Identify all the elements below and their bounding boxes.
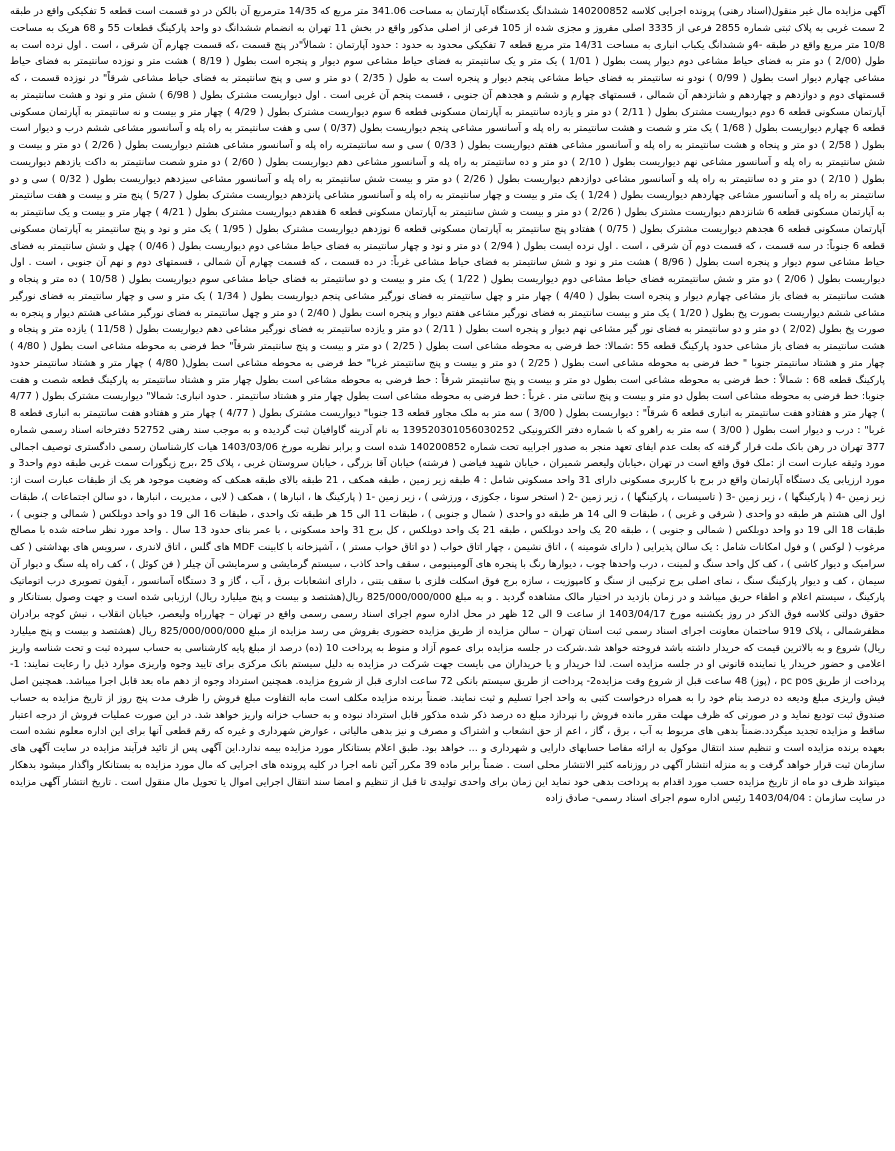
auction-notice-text (10, 4, 885, 808)
notice-heading: آگهی مزایده مال غیر منقول(اسناد رهنی) پرونده اجرایی کلاسه 140200852 (571, 6, 885, 17)
notice-body: ششدانگ یکدستگاه آپارتمان به مساحت 341.06 متر مربع که 14/35 مترمربع آن بالکن در دو قسمت است قطعه 5 تفکیکی واقع در طبقه 2 سمت غربی به پلاک ثبتی شماره 2855 فرعی از 3335 اصلی مفروز و مجزی شده از 105 فرعی از اصلی مذکور واقع در بخش 11 تهران به انضمام ششدانگ دو واحد پارکینگ قطعات 55 و 68 هریک به مساحت 10/8 متر مربع واقع در طبقه -4و ششدانگ یکباب انباری به مساحت 14/31 متر مربع قطعه 7 تفکیکی محدود به حدود : حدود آپارتمان : شمالاً"در پنج قسمت ،که قسمت چهارم آن شرقی ، است . اول نرده است به طول (2/00 ) دو متر به فضای حیاط مشاعی دوم دیوار پست بطول ( 1/01 ) یک متر و یک سانتیمتر به فضای حیاط مشاعی سوم دیوار و پنجره است بطول ( 8/19 ) هشت متر و نوزده سانتیمتر به فضای حیاط مشاعی چهارم دیوار است بطول ( 0/99 ) نودو نه سانتیمتر به فضای حیاط مشاعی پنجم دیوار و پنجره است به طول ( 2/35 ) دو متر و سی و پنج سانتیمتر به فضای حیاط مشاعی شرقاً" در نوزده قسمت ، که قسمتهای دوم و دوازدهم و چهاردهم و شانزدهم آن شمالی ، قسمتهای چهارم و ششم و هجدهم آن جنوبی ، قسمت پنجم آن غربی است . اول دیواریست مشترک بطول ( 6/98 ) شش متر و نود و هشت سانتیمتر به آپارتمان مسکونی قطعه 6 دوم دیواریست مشترک بطول ( 2/11 ) دو متر و یازده سانتیمتر به آپارتمان مسکونی قطعه 6 سوم دیواریست مشترک بطول ( 4/29 ) چهار متر و بیست و نه سانتیمتر به آپارتمان مسکونی قطعه 6 چهارم دیواریست بطول ( 1/68 ) یک متر و شصت و هشت سانتیمتر به راه پله و آسانسور مشاعی پنجم دیواریست بطول (0/37 ) سی و هفت سانتیمتر به راه پله و آسانسور مشاعی ششم درب و دیوار است بطول ( 2/58 ) دو متر و پنجاه و هشت سانتیمتر به راه پله و آسانسور مشاعی هفتم دیواریست بطول ( 0/33 ) سی و سه سانتیمتربه راه پله و آسانسور مشاعی هشتم دیواریست بطول ( 2/26 ) دو متر و بیست و شش سانتیمتر به راه پله و آسانسور مشاعی نهم دیواریست بطول ( 2/10 ) دو متر و ده سانتیمتر به راه پله و آسانسور مشاعی دهم دیواریست بطول ( 2/60 ) دو مترو شصت سانتیمتر به داکت یازدهم دیواریست بطول ( 2/10 ) دو متر و ده سانتیمتر به راه پله و آسانسور مشاعی دوازدهم دیواریست بطول ( 2/26 ) دو متر و بیست شش سانتیمتر به راه پله و آسانسور مشاعی سیزدهم دیواریست بطول ( 0/32 ) سی و دو سانتیمتر به راه پله و آسانسور مشاعی چهاردهم دیواریست بطول ( 1/24 ) یک متر و بیست و چهار سانتیمتر به راه پله و آسانسور مشاعی پانزدهم دیواریست مشترک بطول ( 5/27 ) پنج متر و بیست و هفت سانتیمتر به آپارتمان مسکونی قطعه 6 شانزدهم دیواریست مشترک بطول ( 2/26 ) دو متر و بیست و شش سانتیمتر به آپارتمان مسکونی قطعه 6 هفدهم دیواریست مشترک بطول ( 4/21 ) چهار متر و بیست و یک سانتیمتر به آپارتمان مسکونی قطعه 6 هجدهم دیواریست مشترک بطول ( 0/75 ) هفتادو پنج سانتیمتر به آپارتمان مسکونی قطعه 6 نوزدهم دیواریست مشترک بطول ( 1/95 ) یک متر و نود و پنج سانتیمتر به آپارتمان مسکونی قطعه 6 جنوباً: در سه قسمت ، که قسمت دوم آن شرقی ، است . اول نرده ایست بطول ( 2/94 ) دو متر و نود و چهار سانتیمتر به فضای حیاط مشاعی دوم دیواریست بطول ( 0/46 ) چهل و شش سانتیمتر به فضای حیاط مشاعی سوم دیوار و پنجره است بطول ( 8/96 ) هشت متر و نود و شش سانتیمتر به فضای حیاط مشاعی غرباً: در ده قسمت ، که قسمت چهارم آن شمالی ، قسمتهای دوم و نهم آن جنوبی ، است . اول دیواریست بطول ( 2/06 ) دو متر و شش سانتیمتربه فضای حیاط مشاعی دوم دیواریست بطول ( 1/22 ) یک متر و بیست و دو سانتیمتر به فضای حیاط مشاعی سوم دیواریست بطول ( 10/58 ) ده متر و پنجاه و هشت سانتیمتر به فضای باز مشاعی چهارم دیوار و پنجره است بطول ( 4/40 ) چهار متر و چهل سانتیمتر به فضای نورگیر مشاعی پنجم دیواریست بطول ( 1/34 ) یک متر و سی و چهار سانتیمتر به فضای نورگیر مشاعی ششم دیواریست بصورت پخ بطول ( 1/20 ) یک متر و بیست سانتیمتر به فضای نورگیر مشاعی هفتم دیوار و پنجره است بطول ( 2/40 ) دو متر و چهل سانتیمتر به فضای نورگیر مشاعی هشتم دیوار و پنجره به صورت پخ بطول (2/02 ) دو متر و دو سانتیمتر به فضای نور گیر مشاعی نهم دیوار و پنجره است بطول ( 2/11 ) دو متر و یازده سانتیمتر به فضای نورگیر مشاعی دهم دیواریست بطول ( 11/58 ) یازده متر و پنجاه و هشت سانتیمتر به فضای باز مشاعی حدود پارکینگ قطعه 55 :شمالا: خط فرضی به محوطه مشاعی است بطول ( 2/25 ) دو متر و بیست و پنج سانتیمتر شرقاً" خط فرضی به محوطه مشاعی است بطول ( 4/80 ) چهار متر و هشتاد سانتیمتر جنوبا " خط فرضی به محوطه مشاعی است بطول ( 2/25 ) دو متر و بیست و پنج سانتیمتر غربا" خط فرضی به محوطه مشاعی است بطول( 4/80 ) چهار متر و هشتاد سانتیمتر حدود پارکینگ قطعه 68 : شمالاً : خط فرضی به محوطه مشاعی است بطول دو متر و بیست و پنج سانتیمتر شرقاً : خط فرضی به محوطه مشاعی است بطول چهار متر و هشتاد سانتیمتر به پارکینگ قطعه شصت و هفت جنوبا: خط فرضی به محوطه مشاعی است بطول دو متر و بیست و پنج سانتی متر . غرباً : خط فرضی به محوطه مشاعی است بطول چهار متر و هشتاد سانتیمتر . حدود انباری: شمالا" دیواریست مشترک بطول ( 4/77 ) چهار متر و هفتادو هفت سانتیمتر به انباری قطعه 6 شرقاً" : دیواریست بطول ( 3/00 ) سه متر به ملک مجاور قطعه 13 جنوبا" دیواریست مشترک بطول ( 4/77 ) چهار متر و هفتادو هفت سانتیمتر به انباری قطعه 8 غربا" : درب و دیوار است بطول ( 3/00 ) سه متر به راهرو که با شماره دفتر الکترونیکی 139520301056030252 به نام آدرینه گاوافیان ثبت گردیده و به موجب سند رهنی 52752 دفترخانه اسناد رسمی شماره 377 تهران در رهن بانک ملت قرار گرفته که بعلت عدم ایفای تعهد منجر به صدور اجراییه تحت شماره 140200852 شده است و برابر نظریه مورخ 1403/03/06 هیات کارشناسان رسمی دادگستری توصیف اجمالی مورد وثیقه عبارت است از :ملک فوق واقع است در تهران ،خیابان ولیعصر شمیران ، خیابان شهید فیاضی ( فرشته) خیابان آقا بزرگی ، خیابان سروستان غربی ، پلاک 25 ،برج زیگورات سمت غربی طبقه دوم واحد3 و مورد ارزیابی یک دستگاه آپارتمان واقع در برج با کاربری مسکونی دارای 31 واحد مسکونی شامل : 4 طبقه زیر زمین ، طبقه همکف ، 21 طبقه بالای طبقه همکف که وضعیت موجود هر یک از طبقات عبارت است از: زیر زمین -4 ( پارکینگها ) ، زیر زمین -3 ( تاسیسات ، پارکینگها ) ، زیر زمین -2 ( استخر سونا ، جکوزی ، ورزشی ) ، زیر زمین -1 ( پارکینگ ها ، انبارها ) ، همکف ( لابی ، مدیریت ، انبارها ، دو سالن اجتماعات )، طبقات اول الی هشتم هر طبقه دو واحدی ( شرقی و غربی ) ، طبقات 9 الی 14 هر طبقه دو واحدی ( شمال و جنوبی ) ، طبقات 11 الی 15 هر طبقه تک واحدی ، طبقات 16 الی 19 دو واحد دوبلکس ( شمالی و جنوبی ) ، طبقات 18 الی 19 دو واحد دوبلکس ( شمالی و جنوبی ) ، طبقه 20 یک واحد دوبلکس ، طبقه 21 یک واحد دوبلکس ، کل برج 31 واحد مسکونی ، با عمر بنای حدود 13 سال . واحد مورد نظر ساخته شده با مصالح مرغوب ( لوکس ) و فول امکانات شامل : یک سالن پذیرایی ( دارای شومینه ) ، اتاق نشیمن ، چهار اتاق خواب ( دو اتاق خواب مستر ) ، آشپزخانه با کابینت MDF های گلس ، اتاق لاندری ، سرویس های بهداشتی ( کف سرامیک و دیوار کاشی ) ، کف کل واحد سنگ و لمینت ، درب واحدها چوب ، دیوارها رنگ با پنجره های آلومینیومی ، سقف واحد کاذب ، سیستم گرمایشی و سرمایشی آن چیلر ( فن کوئل ) ، کف راه پله سنگ و دیوار آن سیمان ، کف و دیوار پارکینگ سنگ ، نمای اصلی برج ترکیبی از سنگ و کامپوزیت ، سازه برج فوق اسکلت فلزی با سقف بتنی ، دارای انشعابات برق ، آب ، گاز و 3 دستگاه آسانسور ، آیفون تصویری درب اتوماتیک پارکینگ ، سیستم اعلام و اطفاء حریق میباشد و در زمان بازدید در اختیار مالک مشاهده گردید . و به مبلغ 825/000/000/000 ریال(هشتصد و بیست و پنج میلیارد ریال) ارزیابی شده است و جهت وصول بستانکار و حقوق دولتی کلاسه فوق الذکر در روز یکشنبه مورخ 1403/04/17 از ساعت 9 الی 12 ظهر در محل اداره سوم اجرای اسناد رسمی رسمی واقع در تهران – چهارراه ولیعصر، خیابان انقلاب ، نبش کوچه برادران مظفرشمالی ، پلاک 919 ساختمان معاونت اجرای اسناد رسمی ثبت استان تهران – سالن مزایده از طریق مزایده حضوری بفروش می رسد مزایده از مبلغ 825/000/000/000 ریال (هشتصد و بیست و پنج میلیارد ریال) شروع و به بالاترین قیمت که خریدار داشته باشد فروخته خواهد شد.شرکت در جلسه مزایده برای عموم آزاد و منوط به پرداخت 10 (ده) درصد از مبلغ پایه کارشناسی به حساب سپرده ثبت و تحت شناسه واریز اعلامی و حضور خریدار یا نماینده قانونی او در جلسه مزایده است. لذا خریدار و یا خریداران می بایست جهت شرکت در مزایده به دلیل سیستم بانک مرکزی برای تایید وجوه واریزی موارد ذیل را رعایت نمایند: 1- پرداخت از طریق pc pos ، (پوز) 48 ساعت قبل از شروع وقت مزایده2- پرداخت از طریق سیستم بانکی 72 ساعت اداری قبل از شروع مزایده. همچنین استرداد وجوه از دهم ماه بعد قابل اجرا میباشد. همچنین اصل فیش واریزی مبلغ ودیعه ده درصد بنام خود را به همراه درخواست کتبی به واحد اجرا تسلیم و ثبت نمایند. ضمناً برنده مزایده مکلف است مابه التفاوت مبلغ فروش را ظرف مدت پنج روز از تاریخ مزایده به حساب صندوق ثبت تودیع نماید و در صورتی که ظرف مهلت مقرر مانده فروش را نپردازد مبلغ ده درصد ذکر شده مذکور قابل استرداد نبوده و به حساب خزانه واریز خواهد شد. در این صورت عملیات فروش از درجه اعتبار ساقط و مزایده تجدید میگردد.ضمناً بدهی های مربوط به آب ، برق ، گاز ، اعم از حق انشعاب و اشتراک و مصرف و نیز بدهی مالیاتی ، عوارض شهرداری و غیره که رقم قطعی آنها برای این اداره معلوم نشده است بعهده برنده مزایده است و تنظیم سند انتقال موکول به ارائه مفاصا حسابهای دارایی و شهرداری و ... خواهد بود. طبق اعلام بستانکار مورد مزایده بیمه ندارد.این آگهی پس از تائید فرآیند مزایده در سایت آگهی های سازمان ثبت قرار خواهد گرفت و به منزله انتشار آگهی در روزنامه کثیر الانتشار محلی است . ضمناً برابر ماده 39 مکرر آئین نامه اجرا در کلیه پرونده های اجرایی که مال مورد مزایده به بستانکار واگذار میشود بدهکار میتواند ظرف دو ماه از تاریخ مزایده حسب مورد اقدام به پرداخت بدهی خود نماید این زمان برای واحدی تولیدی تا قبل از تنظیم و امضا سند انتقال اجرایی اموال یا تحویل مال منقول است . تاریخ انتشار آگهی مزایده در سایت سازمان : 1403/04/04 رئیس اداره سوم اجرای اسناد رسمی- صادق زاده (10, 6, 886, 805)
